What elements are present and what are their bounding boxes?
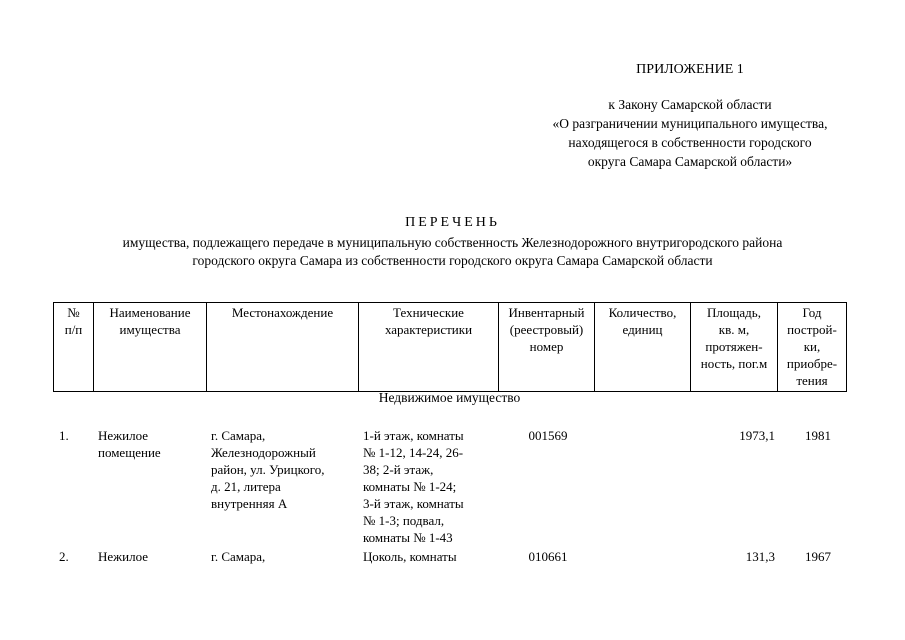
cell-line: № 1-3; подвал, — [363, 513, 445, 528]
column-header-line: номер — [529, 339, 564, 354]
column-header-line: п/п — [64, 322, 83, 337]
column-header-line: единиц — [622, 322, 663, 337]
row-inventory: 001569 — [528, 428, 568, 443]
row-number: 1. — [59, 428, 69, 443]
row-number: 2. — [59, 549, 69, 564]
column-header-quantity — [595, 303, 691, 392]
cell-line: № 1-12, 14-24, 26- — [363, 445, 464, 460]
cell-line: Железнодорожный — [211, 445, 316, 460]
cell-line: Нежилое — [98, 549, 149, 564]
subtitle-line: городского округа Самара из собственности городского округа Самара Самарской области — [192, 253, 713, 268]
row-location — [211, 427, 351, 512]
column-header-area — [691, 303, 778, 392]
row-name — [98, 548, 208, 565]
row-tech — [363, 427, 493, 546]
document-title: ПЕРЕЧЕНЬ — [405, 215, 500, 230]
column-header-line: построй- — [787, 322, 837, 337]
cell-line: комнаты № 1-43 — [363, 530, 453, 545]
column-header-line: протяжен- — [705, 339, 763, 354]
column-header-line: Площадь, — [707, 305, 761, 320]
row-inventory: 010661 — [528, 549, 568, 564]
column-header-line: приобре- — [786, 356, 838, 371]
cell-line: г. Самара, — [211, 549, 266, 564]
section-heading: Недвижимое имущество — [378, 390, 521, 405]
cell-line: внутренняя А — [211, 496, 288, 511]
column-header-line: характеристики — [384, 322, 473, 337]
column-header-location — [207, 303, 359, 392]
table-header — [53, 302, 847, 392]
column-header-line: (реестровый) — [509, 322, 584, 337]
row-year: 1967 — [805, 549, 831, 564]
cell-line: район, ул. Урицкого, — [211, 462, 325, 477]
column-header-line: Наименование — [109, 305, 191, 320]
cell-line: Цоколь, комнаты — [363, 549, 457, 564]
law-line: к Закону Самарской области — [608, 97, 772, 112]
column-header-line: кв. м, — [718, 322, 750, 337]
law-line: «О разграничении муниципального имущества, — [552, 116, 828, 131]
cell-line: 3-й этаж, комнаты — [363, 496, 464, 511]
column-header-line: ность, пог.м — [700, 356, 768, 371]
cell-line: 38; 2-й этаж, — [363, 462, 434, 477]
column-header-line: Год — [802, 305, 822, 320]
row-area: 131,3 — [745, 549, 775, 564]
row-area: 1973,1 — [739, 428, 775, 443]
cell-line: г. Самара, — [211, 428, 266, 443]
document-subtitle — [60, 234, 845, 270]
column-header-line: тения — [796, 373, 828, 388]
law-reference — [520, 95, 860, 171]
cell-line: д. 21, литера — [211, 479, 281, 494]
column-header-inventory — [499, 303, 595, 392]
column-header-line: Местонахождение — [231, 305, 334, 320]
law-line: находящегося в собственности городского — [568, 135, 812, 150]
column-header-line: Количество, — [608, 305, 677, 320]
law-line: округа Самара Самарской области» — [587, 154, 793, 169]
appendix-title: ПРИЛОЖЕНИЕ 1 — [636, 62, 744, 77]
row-year: 1981 — [805, 428, 831, 443]
column-header-year — [778, 303, 847, 392]
column-header-name — [94, 303, 207, 392]
column-header-number — [54, 303, 94, 392]
subtitle-line: имущества, подлежащего передаче в муниципальную собственность Железнодорожного внутригородского района — [122, 235, 783, 250]
row-location — [211, 548, 351, 565]
column-header-line: № — [67, 305, 80, 320]
cell-line: 1-й этаж, комнаты — [363, 428, 464, 443]
cell-line: Нежилое — [98, 428, 149, 443]
column-header-line: Инвентарный — [508, 305, 585, 320]
column-header-line: имущества — [119, 322, 181, 337]
row-name — [98, 427, 208, 461]
column-header-line: Технические — [393, 305, 464, 320]
cell-line: комнаты № 1-24; — [363, 479, 457, 494]
cell-line: помещение — [98, 445, 161, 460]
column-header-tech — [359, 303, 499, 392]
column-header-line: ки, — [803, 339, 821, 354]
row-tech — [363, 548, 493, 565]
